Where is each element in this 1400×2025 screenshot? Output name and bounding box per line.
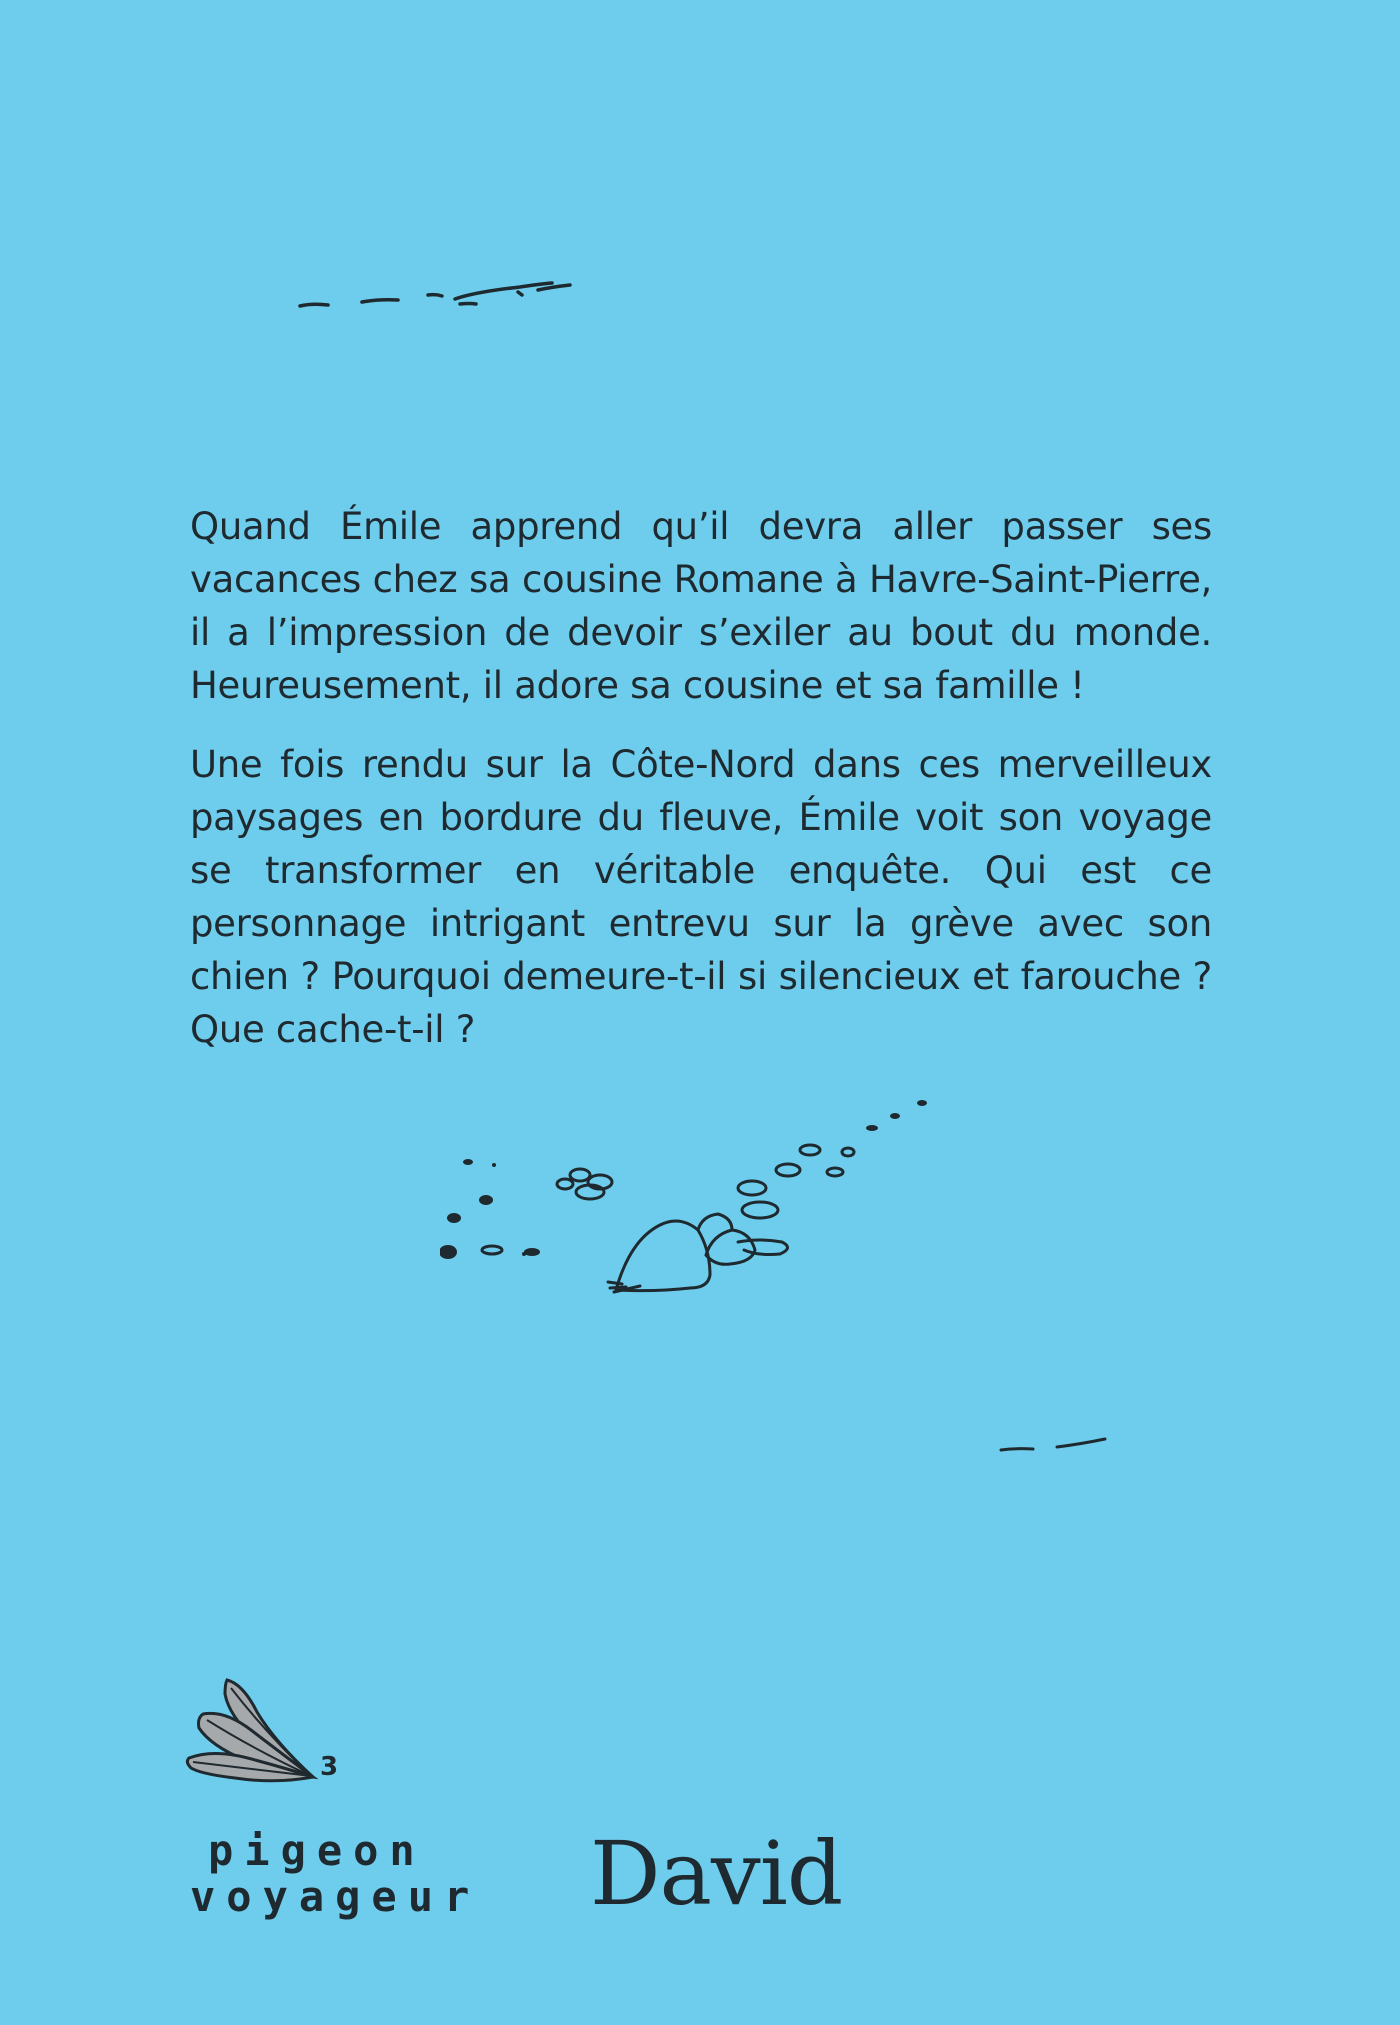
blurb-paragraph-2: Une fois rendu sur la Côte-Nord dans ces merveilleux paysages en bordure du fleuve, Émile voit son voyage se transformer en véritable enquête. Qui est ce personnage intrigant entrevu sur la grève avec son chien ? Pourquoi demeure-t-il si silencieux et farouche ? Que cache-t-il ?	[190, 743, 1212, 1051]
small-waves-sketch-icon	[995, 1428, 1115, 1458]
waves-sketch-icon	[290, 270, 590, 315]
publisher-name: David	[590, 1822, 843, 1925]
series-logo-line1: pigeon	[208, 1826, 426, 1875]
blurb-paragraph-1: Quand Émile apprend qu’il devra aller passer ses vacances chez sa cousine Romane à Havre-Saint-Pierre, il a l’impression de devoir s’exiler au bout du monde. Heureusement, il adore sa cousine et sa famille !	[190, 505, 1212, 707]
beach-rocks-sketch-icon	[440, 1070, 940, 1300]
feathers-icon	[185, 1672, 335, 1787]
back-cover-blurb	[190, 500, 1212, 1082]
series-number: 3	[320, 1752, 339, 1782]
series-logo-line2: voyageur	[190, 1872, 481, 1921]
